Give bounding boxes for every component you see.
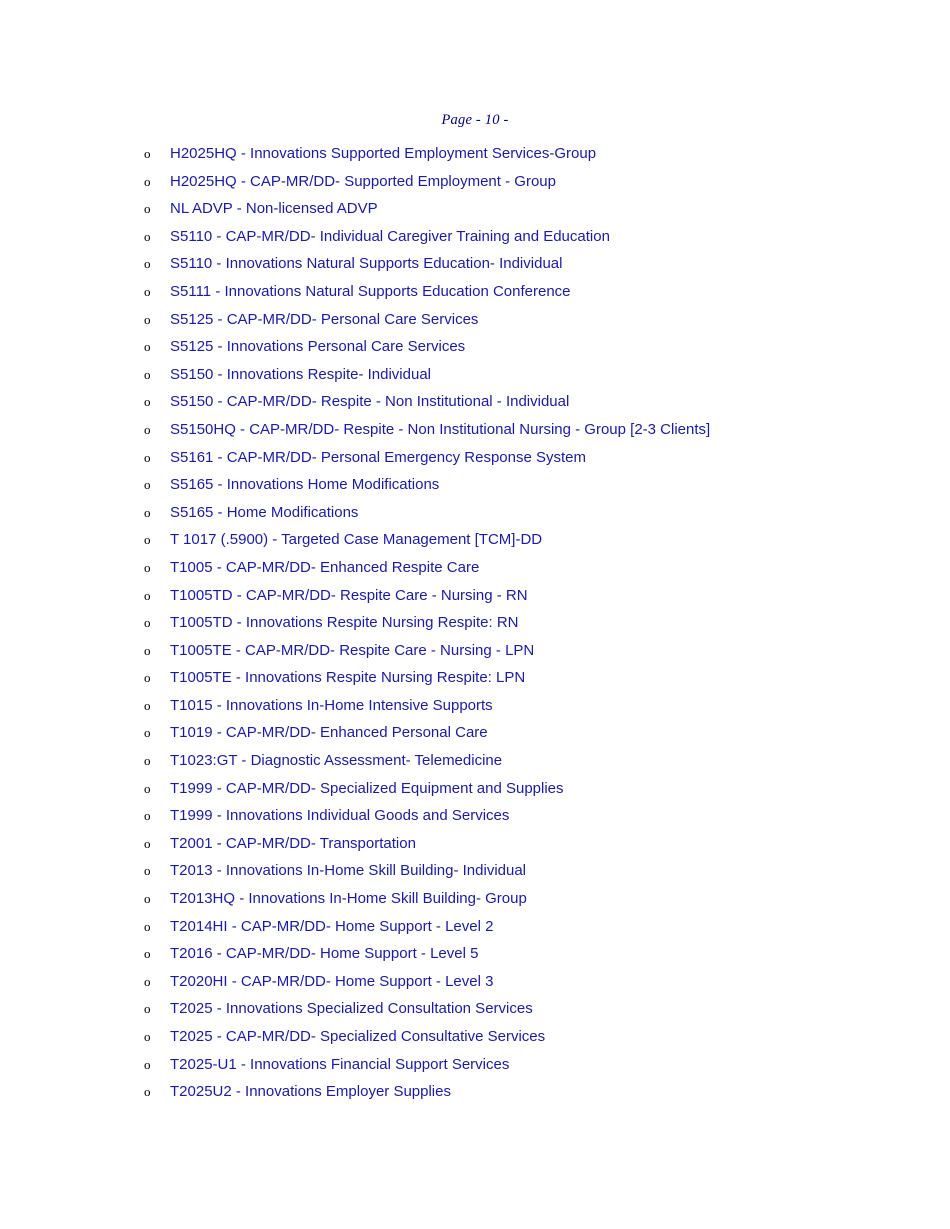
- bullet-icon: o: [144, 697, 151, 713]
- bullet-icon: o: [144, 753, 151, 769]
- bullet-icon: o: [144, 1029, 151, 1044]
- list-item: [140, 250, 930, 278]
- bullet-icon: o: [144, 201, 151, 217]
- list-item: [140, 719, 930, 747]
- list-item-label[interactable]: T2025-U1 - Innovations Financial Support Services: [170, 1055, 510, 1073]
- list-item: [140, 995, 930, 1023]
- bullet-icon: o: [144, 339, 151, 355]
- list-item: [140, 444, 930, 472]
- list-item: [140, 306, 930, 334]
- list-item: [140, 278, 930, 306]
- bullet-icon: o: [144, 1001, 151, 1017]
- bullet-icon: o: [144, 173, 151, 189]
- list-item: [140, 830, 930, 858]
- list-item-label[interactable]: T1005TD - Innovations Respite Nursing Respite: RN: [170, 614, 519, 632]
- list-item-label[interactable]: S5165 - Innovations Home Modifications: [170, 476, 440, 494]
- list-item: [140, 747, 930, 775]
- list-item-label[interactable]: T2020HI - CAP-MR/DD- Home Support - Level 3: [170, 972, 494, 990]
- bullet-icon: o: [144, 642, 151, 658]
- list-item: [140, 526, 930, 554]
- list-item-label[interactable]: T1999 - Innovations Individual Goods and Services: [170, 807, 510, 825]
- list-item-label[interactable]: H2025HQ - Innovations Supported Employment Services-Group: [170, 145, 597, 162]
- list-item: [140, 416, 930, 444]
- bullet-icon: o: [144, 532, 151, 548]
- list-item: [140, 1023, 930, 1051]
- list-item: [140, 499, 930, 527]
- list-item-label[interactable]: S5165 - Home Modifications: [170, 503, 359, 521]
- list-item: [140, 582, 930, 610]
- bullet-icon: o: [144, 973, 151, 989]
- list-item: [140, 940, 930, 968]
- list-item: [140, 913, 930, 941]
- bullet-icon: o: [144, 808, 151, 824]
- list-item: [140, 388, 930, 416]
- list-item: [140, 140, 930, 168]
- list-item: [140, 968, 930, 996]
- list-item-label[interactable]: T1015 - Innovations In-Home Intensive Supports: [170, 696, 493, 714]
- list-item-label[interactable]: T1023:GT - Diagnostic Assessment- Telemedicine: [170, 752, 503, 770]
- list-item-label[interactable]: T1005TE - CAP-MR/DD- Respite Care - Nursing - LPN: [170, 641, 535, 659]
- bullet-icon: o: [144, 946, 151, 962]
- bullet-icon: o: [144, 311, 151, 327]
- list-item: [140, 637, 930, 665]
- list-item-label[interactable]: T2025 - Innovations Specialized Consultation Services: [170, 1000, 533, 1018]
- page-number-header: Page - 10 -: [441, 112, 509, 128]
- bullet-icon: o: [144, 146, 151, 161]
- list-item-label[interactable]: S5150 - Innovations Respite- Individual: [170, 365, 431, 383]
- list-item-label[interactable]: S5125 - CAP-MR/DD- Personal Care Services: [170, 310, 479, 328]
- list-item: [140, 195, 930, 223]
- bullet-icon: o: [144, 283, 151, 299]
- list-item-label[interactable]: S5111 - Innovations Natural Supports Education Conference: [170, 282, 571, 300]
- bullet-icon: o: [144, 449, 151, 465]
- list-item-label[interactable]: S5110 - CAP-MR/DD- Individual Caregiver Training and Education: [170, 227, 610, 245]
- list-item: [140, 802, 930, 830]
- list-item-label[interactable]: T2014HI - CAP-MR/DD- Home Support - Level 2: [170, 917, 494, 935]
- list-item: [140, 168, 930, 196]
- bullet-icon: o: [144, 891, 151, 907]
- list-item-label[interactable]: S5161 - CAP-MR/DD- Personal Emergency Response System: [170, 448, 586, 466]
- bullet-icon: o: [144, 504, 151, 520]
- bullet-icon: o: [144, 366, 151, 382]
- bullet-icon: o: [144, 1084, 151, 1100]
- service-code-list: [140, 140, 930, 1106]
- list-item-label[interactable]: S5110 - Innovations Natural Supports Education- Individual: [170, 255, 563, 273]
- bullet-icon: o: [144, 394, 151, 410]
- list-item: [140, 775, 930, 803]
- list-item: [140, 1078, 930, 1106]
- bullet-icon: o: [144, 421, 151, 437]
- list-item-label[interactable]: T2025U2 - Innovations Employer Supplies: [170, 1083, 451, 1101]
- list-item: [140, 471, 930, 499]
- list-item-label[interactable]: T1005 - CAP-MR/DD- Enhanced Respite Care: [170, 558, 480, 576]
- list-item: [140, 1051, 930, 1079]
- bullet-icon: o: [144, 587, 151, 603]
- list-item-label[interactable]: T2013HQ - Innovations In-Home Skill Building- Group: [170, 890, 527, 908]
- list-item-label[interactable]: T1999 - CAP-MR/DD- Specialized Equipment and Supplies: [170, 779, 564, 797]
- bullet-icon: o: [144, 256, 151, 272]
- bullet-icon: o: [144, 863, 151, 879]
- list-item: [140, 333, 930, 361]
- bullet-icon: o: [144, 228, 151, 244]
- list-item: [140, 554, 930, 582]
- bullet-icon: o: [144, 559, 151, 575]
- list-item: [140, 857, 930, 885]
- bullet-icon: o: [144, 615, 151, 631]
- list-item-label[interactable]: T1005TE - Innovations Respite Nursing Respite: LPN: [170, 669, 526, 687]
- list-item-label[interactable]: S5125 - Innovations Personal Care Services: [170, 338, 466, 356]
- list-item-label[interactable]: H2025HQ - CAP-MR/DD- Supported Employment - Group: [170, 172, 556, 190]
- list-item-label[interactable]: S5150 - CAP-MR/DD- Respite - Non Institutional - Individual: [170, 393, 570, 411]
- list-item: [140, 885, 930, 913]
- list-item-label[interactable]: T2025 - CAP-MR/DD- Specialized Consultative Services: [170, 1028, 546, 1045]
- list-item-label[interactable]: NL ADVP - Non-licensed ADVP: [170, 200, 378, 218]
- bullet-icon: o: [144, 1056, 151, 1072]
- list-item: [140, 609, 930, 637]
- bullet-icon: o: [144, 477, 151, 493]
- list-item: [140, 664, 930, 692]
- list-item: [140, 692, 930, 720]
- list-item-label[interactable]: T2001 - CAP-MR/DD- Transportation: [170, 834, 416, 852]
- list-item-label[interactable]: T1019 - CAP-MR/DD- Enhanced Personal Care: [170, 724, 488, 742]
- bullet-icon: o: [144, 670, 151, 686]
- bullet-icon: o: [144, 780, 151, 796]
- list-item: [140, 361, 930, 389]
- bullet-icon: o: [144, 835, 151, 851]
- list-item-label[interactable]: T1005TD - CAP-MR/DD- Respite Care - Nursing - RN: [170, 586, 528, 604]
- list-item-label[interactable]: S5150HQ - CAP-MR/DD- Respite - Non Institutional Nursing - Group [2-3 Clients]: [170, 420, 711, 438]
- bullet-icon: o: [144, 918, 151, 934]
- list-item: [140, 223, 930, 251]
- bullet-icon: o: [144, 725, 151, 741]
- list-item-label[interactable]: T2013 - Innovations In-Home Skill Building- Individual: [170, 862, 527, 880]
- list-item-label[interactable]: T2016 - CAP-MR/DD- Home Support - Level 5: [170, 945, 479, 963]
- list-item-label[interactable]: T 1017 (.5900) - Targeted Case Management [TCM]-DD: [170, 531, 543, 549]
